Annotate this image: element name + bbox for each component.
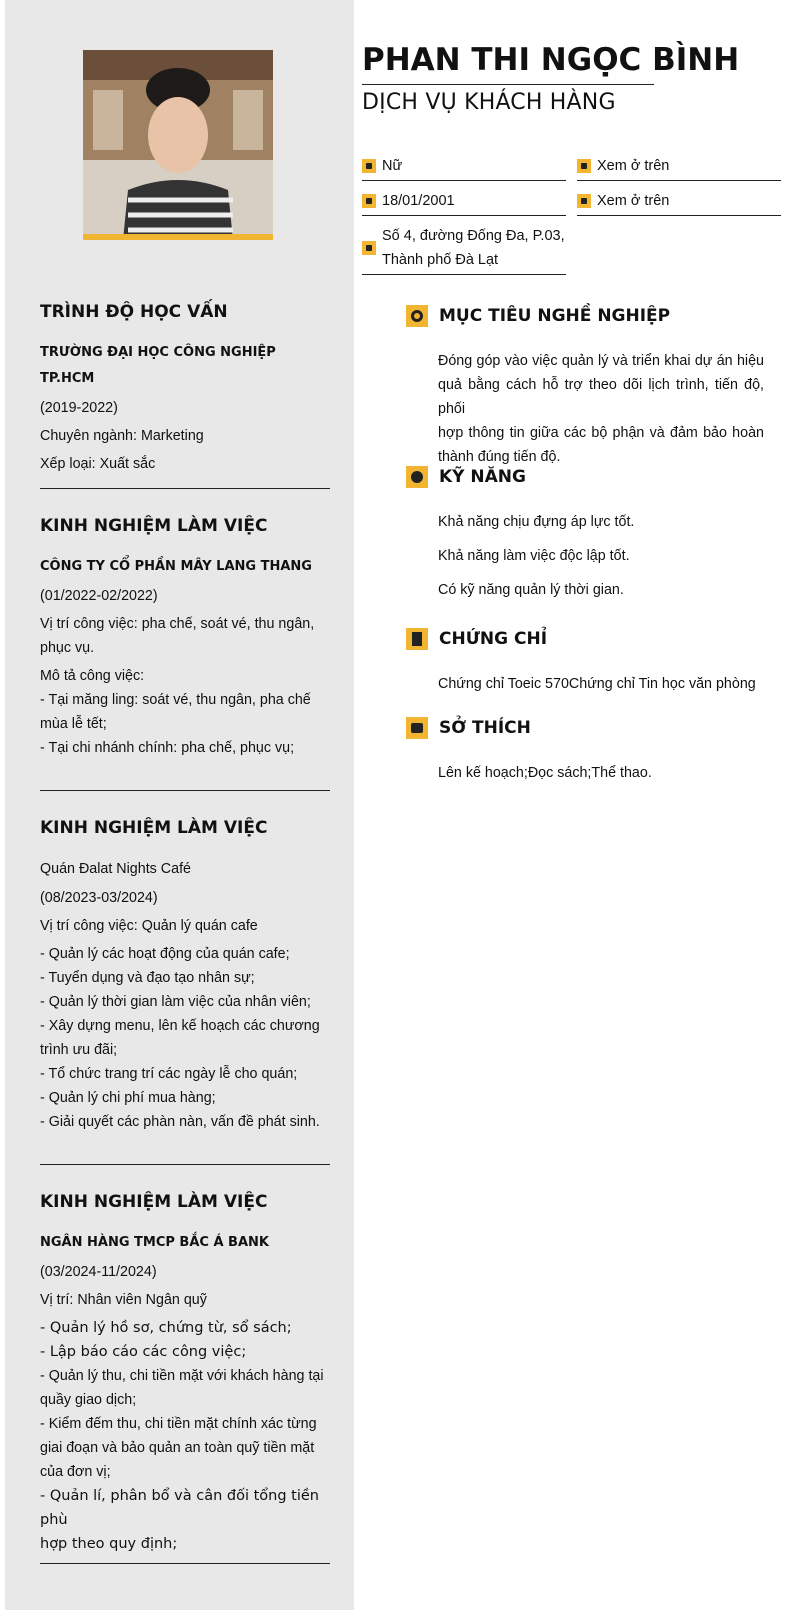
target-icon bbox=[406, 305, 428, 327]
education-grade: Xếp loại: Xuất sắc bbox=[40, 456, 156, 472]
contact-email bbox=[577, 189, 781, 216]
objective-line: hợp thông tin giữa các bộ phận và đảm bảo hoàn bbox=[438, 425, 764, 441]
contact-gender-value: Nữ bbox=[382, 158, 403, 174]
experience-line: - Quản lí, phân bổ và cân đối tổng tiền phù bbox=[40, 1488, 319, 1528]
hobbies-title: SỞ THÍCH bbox=[439, 718, 531, 738]
experience-line: quầy giao dịch; bbox=[40, 1392, 137, 1408]
section-divider bbox=[40, 790, 330, 791]
experience-line: - Quản lý chi phí mua hàng; bbox=[40, 1090, 216, 1106]
experience-line: - Tuyển dụng và đạo tạo nhân sự; bbox=[40, 970, 255, 986]
skill-item: Có kỹ năng quản lý thời gian. bbox=[438, 582, 624, 598]
experience-section bbox=[40, 1188, 330, 1556]
experience-period: (01/2022-02/2022) bbox=[40, 588, 158, 604]
experience-line: - Tại măng ling: soát vé, thu ngân, pha chế bbox=[40, 692, 311, 708]
contact-address-line2: Thành phố Đà Lạt bbox=[382, 252, 499, 268]
section-divider bbox=[40, 488, 330, 489]
objective-line: quả bằng cách hỗ trợ theo dõi lịch trình, tiến độ, phối bbox=[438, 377, 764, 417]
calendar-icon bbox=[362, 194, 376, 208]
experience-line: - Kiểm đếm thu, chi tiền mặt chính xác từng bbox=[40, 1416, 317, 1432]
hobbies-text: Lên kế hoạch;Đọc sách;Thể thao. bbox=[438, 765, 652, 781]
skill-item: Khả năng chịu đựng áp lực tốt. bbox=[438, 514, 635, 530]
skill-item: Khả năng làm việc độc lập tốt. bbox=[438, 548, 630, 564]
thumbs-up-icon bbox=[406, 717, 428, 739]
contact-email-value: Xem ở trên bbox=[597, 193, 670, 209]
gender-icon bbox=[362, 159, 376, 173]
profile-photo-illustration bbox=[83, 50, 273, 240]
education-school: TRƯỜNG ĐẠI HỌC CÔNG NGHIỆP TP.HCM bbox=[40, 345, 276, 386]
objective-line: Đóng góp vào việc quản lý và triển khai dự án hiệu bbox=[438, 353, 764, 369]
experience-line: trình ưu đãi; bbox=[40, 1042, 118, 1058]
experience-line: - Quản lý thời gian làm việc của nhân viên; bbox=[40, 994, 311, 1010]
experience-position: Vị trí: Nhân viên Ngân quỹ bbox=[40, 1292, 207, 1308]
education-section bbox=[40, 298, 330, 476]
hobbies-header bbox=[406, 715, 531, 741]
experience-line: - Tại chi nhánh chính: pha chế, phục vụ; bbox=[40, 740, 295, 756]
experience-line: - Giải quyết các phàn nàn, vấn đề phát sinh. bbox=[40, 1114, 320, 1130]
contact-address bbox=[362, 224, 566, 275]
experience-line: mùa lễ tết; bbox=[40, 716, 107, 732]
gear-icon bbox=[406, 466, 428, 488]
contact-phone-value: Xem ở trên bbox=[597, 158, 670, 174]
experience-position: Vị trí công việc: pha chế, soát vé, thu ngân, bbox=[40, 616, 315, 632]
contact-gender bbox=[362, 154, 566, 181]
certificates-title: CHỨNG CHỈ bbox=[439, 629, 548, 649]
experience-position: Vị trí công việc: Quản lý quán cafe bbox=[40, 918, 258, 934]
job-title: DỊCH VỤ KHÁCH HÀNG bbox=[362, 90, 616, 115]
experience-title: KINH NGHIỆM LÀM VIỆC bbox=[40, 1192, 268, 1212]
experience-line: - Lập báo cáo các công việc; bbox=[40, 1344, 247, 1360]
experience-line: - Tổ chức trang trí các ngày lễ cho quán; bbox=[40, 1066, 298, 1082]
certificates-header bbox=[406, 626, 547, 652]
experience-company: Quán Đalat Nights Café bbox=[40, 861, 191, 877]
experience-line: - Quản lý các hoạt động của quán cafe; bbox=[40, 946, 290, 962]
section-divider bbox=[40, 1164, 330, 1165]
phone-icon bbox=[577, 159, 591, 173]
contact-birthday-value: 18/01/2001 bbox=[382, 193, 455, 209]
certificate-icon bbox=[406, 628, 428, 650]
contact-phone bbox=[577, 154, 781, 181]
experience-period: (08/2023-03/2024) bbox=[40, 890, 158, 906]
objective-title: MỤC TIÊU NGHỀ NGHIỆP bbox=[439, 306, 671, 326]
location-icon bbox=[362, 241, 376, 255]
experience-line: - Xây dựng menu, lên kế hoạch các chương bbox=[40, 1018, 320, 1034]
skills-list bbox=[438, 510, 764, 602]
experience-line: của đơn vị; bbox=[40, 1464, 111, 1480]
contact-birthday bbox=[362, 189, 566, 216]
education-major: Chuyên ngành: Marketing bbox=[40, 428, 204, 444]
experience-title: KINH NGHIỆM LÀM VIỆC bbox=[40, 818, 268, 838]
experience-desc-label: Mô tả công việc: bbox=[40, 668, 145, 684]
experience-section bbox=[40, 512, 330, 760]
skills-header bbox=[406, 464, 526, 490]
experience-title: KINH NGHIỆM LÀM VIỆC bbox=[40, 516, 268, 536]
objective-header bbox=[406, 303, 670, 329]
education-title: TRÌNH ĐỘ HỌC VẤN bbox=[40, 302, 228, 322]
experience-line: hợp theo quy định; bbox=[40, 1536, 178, 1552]
certificates-text: Chứng chỉ Toeic 570Chứng chỉ Tin học văn phòng bbox=[438, 676, 756, 692]
contact-address-line1: Số 4, đường Đống Đa, P.03, bbox=[382, 228, 565, 244]
objective-line: thành đúng tiến độ. bbox=[438, 449, 561, 465]
experience-company: NGÂN HÀNG TMCP BẮC Á BANK bbox=[40, 1235, 269, 1250]
email-icon bbox=[577, 194, 591, 208]
profile-photo bbox=[83, 50, 273, 240]
experience-period: (03/2024-11/2024) bbox=[40, 1264, 157, 1280]
candidate-name: PHAN THI NGỌC BÌNH bbox=[362, 42, 740, 78]
experience-line: - Quản lý thu, chi tiền mặt với khách hàng tại bbox=[40, 1368, 324, 1384]
section-divider bbox=[40, 1563, 330, 1564]
photo-accent-bar bbox=[83, 234, 273, 240]
experience-section bbox=[40, 814, 330, 1134]
experience-company: CÔNG TY CỔ PHẦN MÂY LANG THANG bbox=[40, 559, 312, 574]
objective-text bbox=[438, 349, 764, 469]
education-period: (2019-2022) bbox=[40, 400, 118, 416]
experience-position-cont: phục vụ. bbox=[40, 640, 95, 656]
experience-line: - Quản lý hồ sơ, chứng từ, sổ sách; bbox=[40, 1320, 292, 1336]
name-underline bbox=[362, 84, 654, 85]
experience-line: giai đoạn và bảo quản an toàn quỹ tiền mặt bbox=[40, 1440, 315, 1456]
skills-title: KỸ NĂNG bbox=[439, 467, 526, 487]
